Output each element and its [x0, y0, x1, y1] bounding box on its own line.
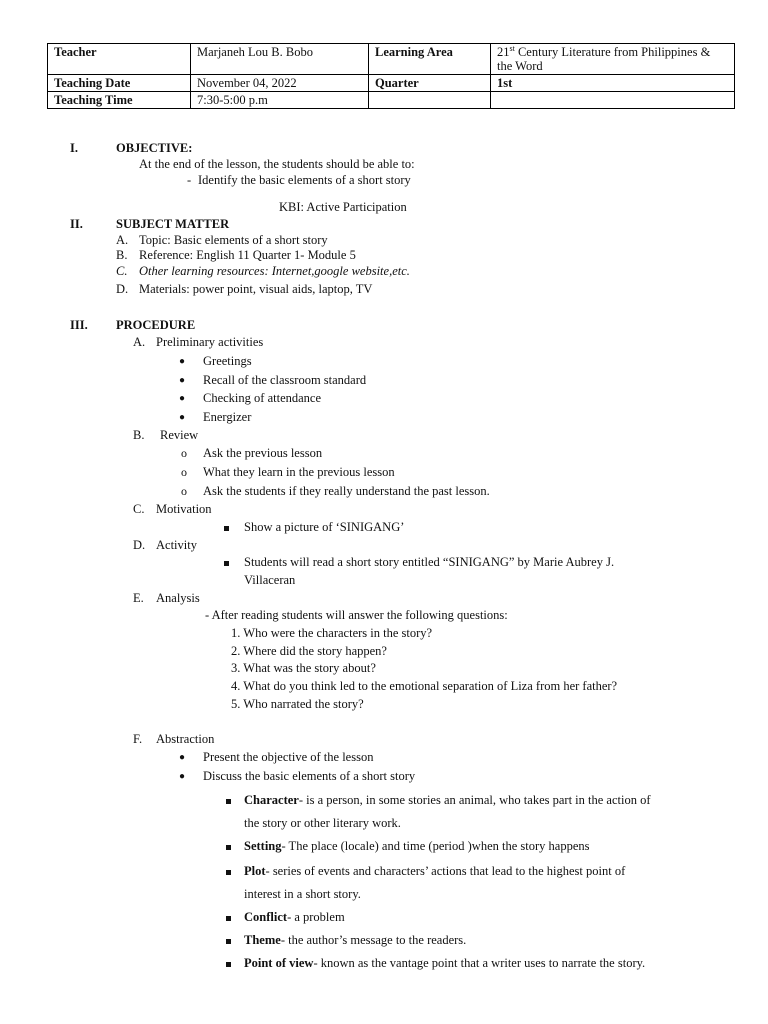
element-definition: Setting- The place (locale) and time (period )when the story happens — [244, 839, 590, 853]
activity-title: Activity — [156, 538, 197, 552]
square-bullet-icon — [226, 956, 231, 971]
procedure-heading: PROCEDURE — [116, 318, 196, 332]
empty-cell — [491, 92, 735, 109]
element-definition: Plot- series of events and characters’ actions that lead to the highest point of — [244, 864, 626, 878]
list-letter: F. — [133, 732, 143, 746]
table-row — [48, 92, 735, 109]
list-letter: E. — [133, 591, 144, 605]
subject-matter-heading: SUBJECT MATTER — [116, 217, 230, 231]
bullet-icon: ● — [179, 752, 186, 763]
list-item: Ask the students if they really understand the past lesson. — [203, 484, 490, 498]
list-item: Energizer — [203, 410, 252, 424]
square-bullet-icon — [224, 520, 229, 535]
teaching-time-value: 7:30-5:00 p.m — [191, 92, 369, 109]
element-definition-continuation: the story or other literary work. — [244, 816, 401, 830]
bullet-icon: ● — [179, 393, 186, 404]
lesson-header-table — [47, 43, 735, 109]
subject-reference: Reference: English 11 Quarter 1- Module 5 — [139, 248, 356, 262]
abstraction-title: Abstraction — [156, 732, 215, 746]
bullet-icon: ● — [179, 375, 186, 386]
question-item: 4. What do you think led to the emotional separation of Liza from her father? — [231, 679, 618, 693]
list-item: Checking of attendance — [203, 391, 322, 405]
list-letter: B. — [133, 428, 145, 442]
list-letter: D. — [133, 538, 146, 552]
preliminary-activities-title: Preliminary activities — [156, 335, 264, 349]
square-bullet-icon — [226, 910, 231, 925]
list-item: What they learn in the previous lesson — [203, 465, 395, 479]
list-letter: B. — [116, 248, 128, 262]
list-item: Greetings — [203, 354, 252, 368]
circle-bullet-icon: o — [181, 484, 187, 498]
learning-area-value: 21st Century Literature from Philippines & the Word — [491, 44, 735, 75]
circle-bullet-icon: o — [181, 446, 187, 460]
teacher-label: Teacher — [48, 44, 191, 75]
subject-topic: Topic: Basic elements of a short story — [139, 233, 328, 247]
square-bullet-icon — [226, 839, 231, 854]
section-number: III. — [70, 318, 88, 332]
element-definition: Point of view- known as the vantage point that a writer uses to narrate the story. — [244, 956, 646, 970]
teaching-date-value: November 04, 2022 — [191, 75, 369, 92]
element-definition: Conflict- a problem — [244, 910, 345, 924]
list-letter: C. — [116, 264, 128, 278]
list-item: Recall of the classroom standard — [203, 373, 367, 387]
square-bullet-icon — [226, 864, 231, 879]
list-letter: A. — [116, 233, 129, 247]
question-item: 2. Where did the story happen? — [231, 644, 387, 658]
empty-cell — [369, 92, 491, 109]
list-item: Show a picture of ‘SINIGANG’ — [244, 520, 405, 534]
list-item: Discuss the basic elements of a short story — [203, 769, 416, 783]
teaching-date-label: Teaching Date — [48, 75, 191, 92]
bullet-icon: ● — [179, 412, 186, 423]
list-letter: C. — [133, 502, 145, 516]
square-bullet-icon — [226, 933, 231, 948]
square-bullet-icon — [226, 793, 231, 808]
list-letter: D. — [116, 282, 129, 296]
bullet-icon: ● — [179, 771, 186, 782]
element-definition: Character- is a person, in some stories an animal, who takes part in the action of — [244, 793, 651, 807]
quarter-value: 1st — [491, 75, 735, 92]
list-letter: A. — [133, 335, 146, 349]
objective-intro: At the end of the lesson, the students should be able to: — [139, 157, 415, 171]
teaching-time-label: Teaching Time — [48, 92, 191, 109]
circle-bullet-icon: o — [181, 465, 187, 479]
subject-resources: Other learning resources: Internet,google website,etc. — [139, 264, 410, 278]
list-item-continuation: Villaceran — [244, 573, 296, 587]
element-definition: Theme- the author’s message to the readers. — [244, 933, 467, 947]
motivation-title: Motivation — [156, 502, 212, 516]
dash-bullet: - — [187, 173, 192, 187]
quarter-label: Quarter — [369, 75, 491, 92]
question-item: 5. Who narrated the story? — [231, 697, 364, 711]
table-row — [48, 44, 735, 75]
section-number: I. — [70, 141, 78, 155]
list-item: Ask the previous lesson — [203, 446, 323, 460]
section-number: II. — [70, 217, 83, 231]
element-definition-continuation: interest in a short story. — [244, 887, 361, 901]
objective-item: Identify the basic elements of a short story — [198, 173, 411, 187]
list-item: Present the objective of the lesson — [203, 750, 374, 764]
question-item: 1. Who were the characters in the story? — [231, 626, 433, 640]
question-item: 3. What was the story about? — [231, 661, 376, 675]
review-title: Review — [160, 428, 199, 442]
learning-area-label: Learning Area — [369, 44, 491, 75]
objective-heading: OBJECTIVE: — [116, 141, 193, 155]
subject-materials: Materials: power point, visual aids, laptop, TV — [139, 282, 373, 296]
analysis-intro: - After reading students will answer the following questions: — [205, 608, 508, 622]
analysis-title: Analysis — [156, 591, 200, 605]
bullet-icon: ● — [179, 356, 186, 367]
table-row — [48, 75, 735, 92]
kbi-text: KBI: Active Participation — [279, 200, 407, 214]
teacher-value: Marjaneh Lou B. Bobo — [191, 44, 369, 75]
square-bullet-icon — [224, 555, 229, 570]
list-item: Students will read a short story entitled “SINIGANG” by Marie Aubrey J. — [244, 555, 615, 569]
